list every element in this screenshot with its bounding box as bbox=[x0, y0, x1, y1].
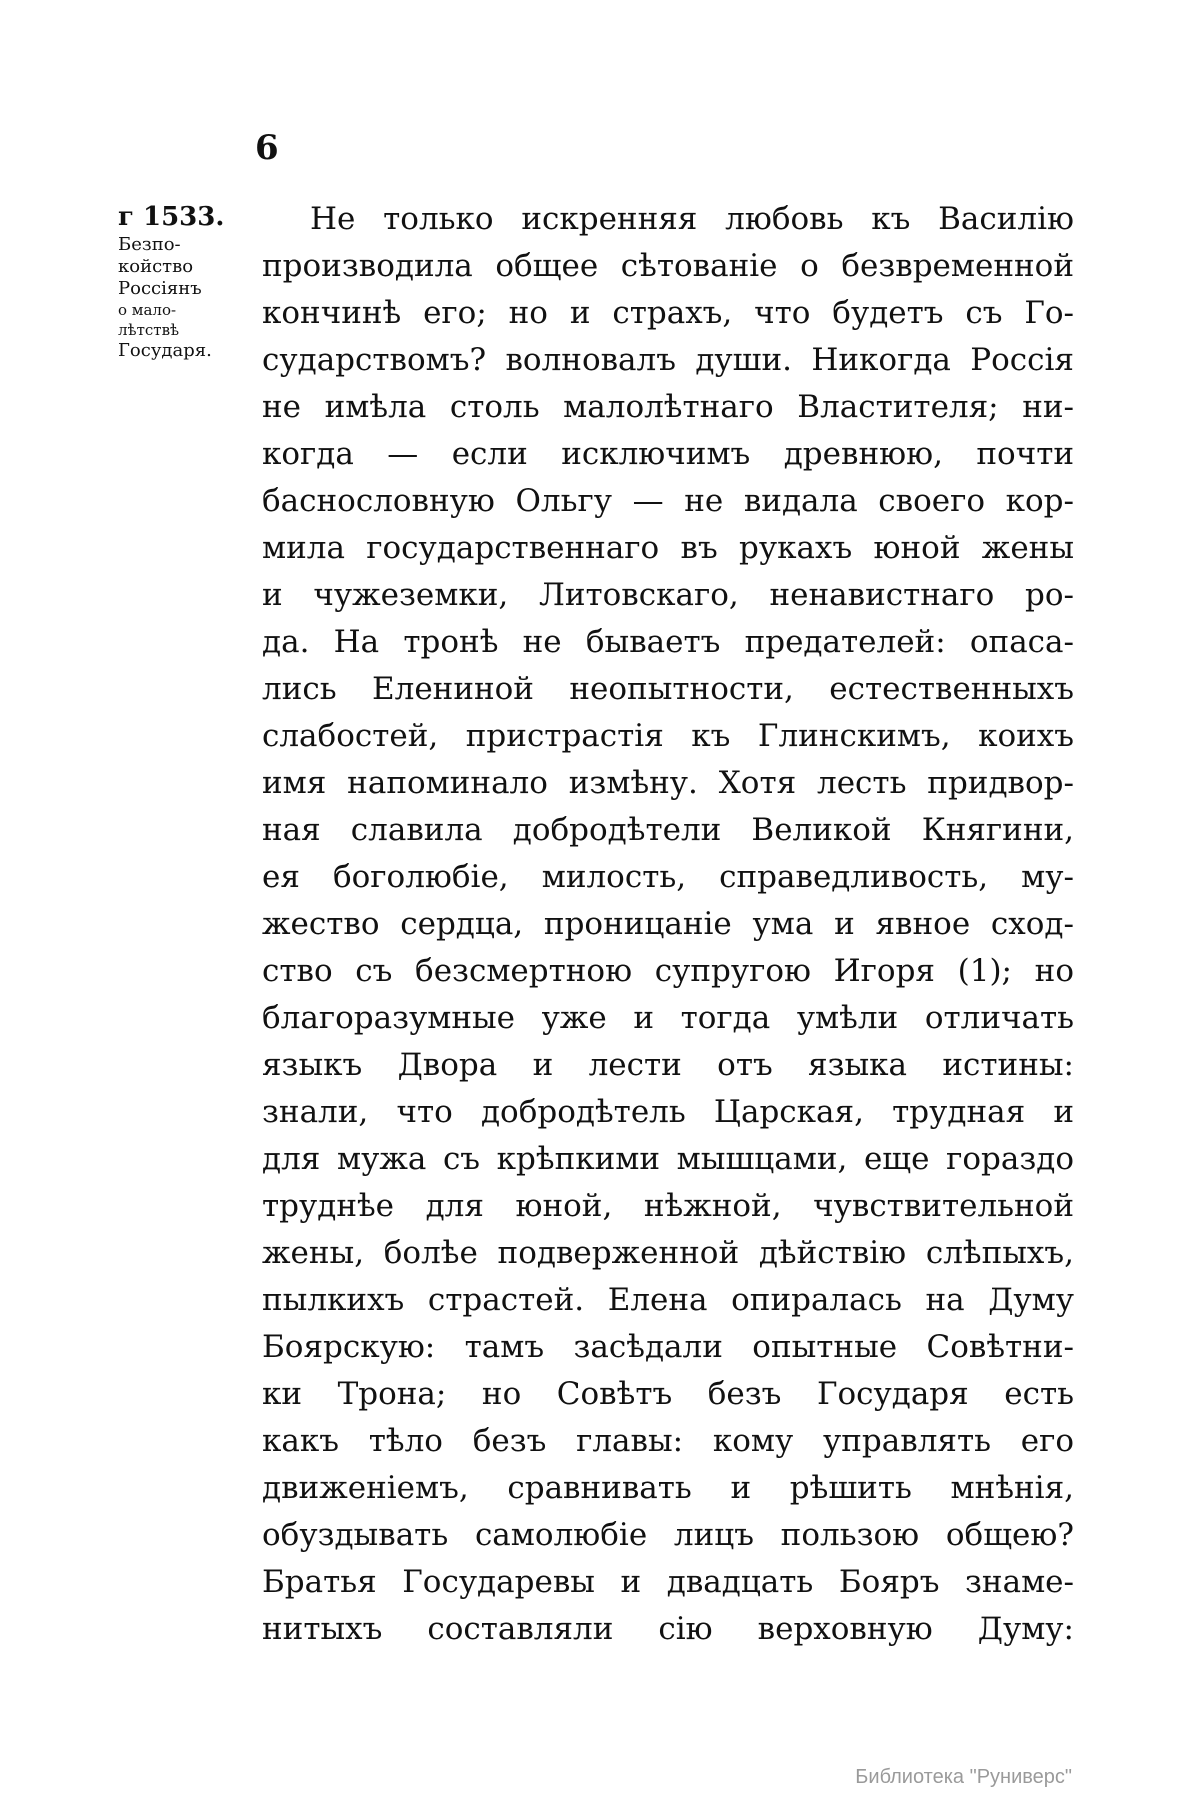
margin-note-line: Безпо- bbox=[118, 234, 181, 255]
margin-note-line: койство bbox=[118, 256, 194, 277]
text-line: кончинѣ его; но и страхъ, что будетъ съ Го- bbox=[262, 295, 1074, 331]
text-line: жество сердца, проницаніе ума и явное сход- bbox=[262, 906, 1074, 942]
text-line: не имѣла столь малолѣтнаго Властителя; ни- bbox=[262, 389, 1074, 425]
margin-note-line: о мало- bbox=[118, 301, 177, 319]
text-line: для мужа съ крѣпкими мышцами, еще гораздо bbox=[262, 1141, 1074, 1177]
text-line: ная славила добродѣтели Великой Княгини, bbox=[262, 812, 1074, 848]
text-line: какъ тѣло безъ главы: кому управлять его bbox=[262, 1423, 1074, 1459]
margin-note-line: лѣтствѣ bbox=[118, 321, 180, 339]
margin-note-line: Россіянъ bbox=[118, 278, 202, 299]
text-line: и чужеземки, Литовскаго, ненавистнаго ро- bbox=[262, 577, 1074, 613]
text-line: имя напоминало измѣну. Хотя лесть придвор- bbox=[262, 765, 1074, 801]
text-line: баснословную Ольгу — не видала своего кор- bbox=[262, 483, 1074, 519]
text-line: когда — если исключимъ древнюю, почти bbox=[262, 436, 1074, 472]
text-line: нитыхъ составляли сію верховную Думу: bbox=[262, 1611, 1074, 1647]
text-line: Братья Государевы и двадцать Бояръ знаме- bbox=[262, 1564, 1074, 1600]
text-line: производила общее сѣтованіе о безвременной bbox=[262, 248, 1074, 284]
text-line: Боярскую: тамъ засѣдали опытные Совѣтни- bbox=[262, 1329, 1074, 1365]
text-line: обуздывать самолюбіе лицъ пользою общею? bbox=[262, 1517, 1074, 1553]
text-line: языкъ Двора и лести отъ языка истины: bbox=[262, 1047, 1074, 1083]
text-line: ея боголюбіе, милость, справедливость, му- bbox=[262, 859, 1074, 895]
margin-note-line: Государя. bbox=[118, 340, 212, 361]
text-line: жены, болѣе подверженной дѣйствію слѣпыхъ, bbox=[262, 1235, 1074, 1271]
text-line: Не только искренняя любовь къ Василію bbox=[310, 201, 1074, 237]
text-line: слабостей, пристрастія къ Глинскимъ, коихъ bbox=[262, 718, 1074, 754]
page-number: 6 bbox=[255, 128, 279, 168]
text-line: да. На тронѣ не бываетъ предателей: опаса- bbox=[262, 624, 1074, 660]
body-text bbox=[262, 196, 1074, 1653]
margin-note-year: г 1533. bbox=[118, 202, 225, 232]
text-line: движеніемъ, сравнивать и рѣшить мнѣнія, bbox=[262, 1470, 1074, 1506]
text-line: лись Елениной неопытности, естественныхъ bbox=[262, 671, 1074, 707]
text-line: знали, что добродѣтель Царская, трудная и bbox=[262, 1094, 1074, 1130]
text-line: труднѣе для юной, нѣжной, чувствительной bbox=[262, 1188, 1074, 1224]
text-line: сударствомъ? волновалъ души. Никогда Россія bbox=[262, 342, 1074, 378]
text-line: ство съ безсмертною супругою Игоря (1); но bbox=[262, 953, 1074, 989]
text-line: мила государственнаго въ рукахъ юной жены bbox=[262, 530, 1074, 566]
margin-note bbox=[118, 200, 258, 362]
text-line: ки Трона; но Совѣтъ безъ Государя есть bbox=[262, 1376, 1074, 1412]
library-watermark: Библиотека "Руниверс" bbox=[855, 1766, 1072, 1788]
text-line: пылкихъ страстей. Елена опиралась на Думу bbox=[262, 1282, 1074, 1318]
text-line: благоразумные уже и тогда умѣли отличать bbox=[262, 1000, 1074, 1036]
